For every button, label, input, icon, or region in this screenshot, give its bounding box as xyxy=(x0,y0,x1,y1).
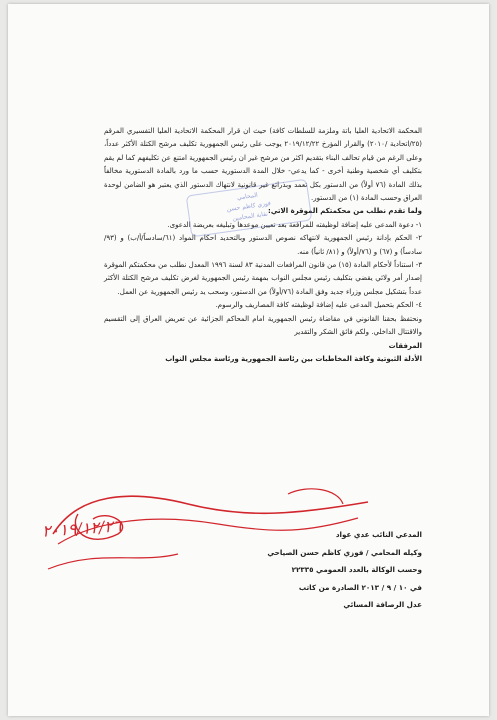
stamp-line: نقابة المحامين xyxy=(232,210,269,223)
power-of-attorney-number: وحسب الوكالة بالعدد العمومي ٢٢٣٣٥ xyxy=(291,565,422,574)
signature-block xyxy=(208,526,422,614)
stamp-line: المحامي xyxy=(236,191,259,202)
paragraph-item-2: ٢- الحكم بإدانة رئيس الجمهورية لانتهاكه نصوص الدستور وبالتحديد احكام المواد (٦١/سادساً/أ/ب) و (٩٣/سادساً) و (٦٧) و (٧٦/أولاً) و (٨١/ ثانياً) منه. xyxy=(104,234,422,256)
attachments-list: الأدلة الثبوتية وكافة المخاطبات بين رئاسة الجمهورية ورئاسة مجلس النواب xyxy=(165,354,422,363)
attorney-name: وكيله المحامي / فوزي كاظم حسن الصياحي xyxy=(267,547,422,557)
paragraph-item-3: ٣- استناداً لأحكام المادة (١٥) من قانون المرافعات المدنية ٨٣ لسنة ١٩٩٦ المعدل نطلب من محكمتكم الموقرة إصدار أمر ولائي يقضي بتكليف رئيس مجلس النواب بمهمة رئيس الجمهورية لغرض تكليف مرشح الكتلة الأكثر عدداً بتشكيل مجلس وزراء جديد وفق المادة (٧٦/أولاً) من الدستور، وسحب يد رئيس الجمهورية عن العمل. xyxy=(104,261,422,296)
paragraph-item-4: ٤- الحكم بتحميل المدعى عليه إضافة لوظيفته كافة المصاريف والرسوم. xyxy=(215,301,422,310)
power-of-attorney-date: في ١٠ / ٩ / ٢٠١٣ الصادرة من كاتب xyxy=(298,582,422,592)
notary-office: عدل الرصافة المسائي xyxy=(343,600,422,609)
paragraph-item-1: ١- دعوة المدعى عليه إضافة لوظيفته للمرافعة بعد تعيين موعدها وتبليغه بعريضة الدعوى. xyxy=(167,220,422,229)
handwritten-date: ٢٠١٩/١٢/٢٦ xyxy=(41,516,123,541)
plaintiff-name: المدعي النائب عدي عواد xyxy=(335,530,422,539)
stamp-line: فوزي كاظم حسن xyxy=(226,199,272,214)
paragraph-intro: المحكمة الاتحادية العليا باتة وملزمة للسلطات كافة) حيث ان قرار المحكمة الاتحادية العليا التفسيري المرقم (٢٥/اتحادية /٢٠١٠) والقرار المؤرخ ٢٠١٩/١٢/٢٢ يوجب على رئيس الجمهورية تكليف مرشح الكتلة الأكثر عدداً، وعلى الرغم من قيام تحالف البناء بتقديم اكثر من مرشح غير ان رئيس الجمهورية امتنع عن تكليفهم كما لم يقم بتكليف أي شخصية وطنية أخرى - كما يدعي- خلال المدة الدستورية حسب ما ورد بالمادة الدستورية مخالفاً بذلك المادة (٧٦ أولاً) من الدستور بكل تعمد وبذرائع غير قانونية لانتهاك الدستور الذي يعتبر هو الضامن لوحدة العراق وحسب المادة (١) من الدستور. xyxy=(104,127,423,203)
attachments-heading: المرفقات xyxy=(388,341,422,350)
document-page xyxy=(8,4,489,716)
paragraph-closing: ونحتفظ بحقنا القانوني في مقاضاة رئيس الجمهورية امام المحاكم الجزائية عن تعريض العراق إلى التقسيم والاقتتال الداخلي. ولكم فائق الشكر والتقدير xyxy=(104,314,422,337)
document-body xyxy=(104,125,422,366)
paragraph-request-heading: ولما تقدم نطلب من محكمتكم الموقرة الاتي: xyxy=(268,207,422,216)
